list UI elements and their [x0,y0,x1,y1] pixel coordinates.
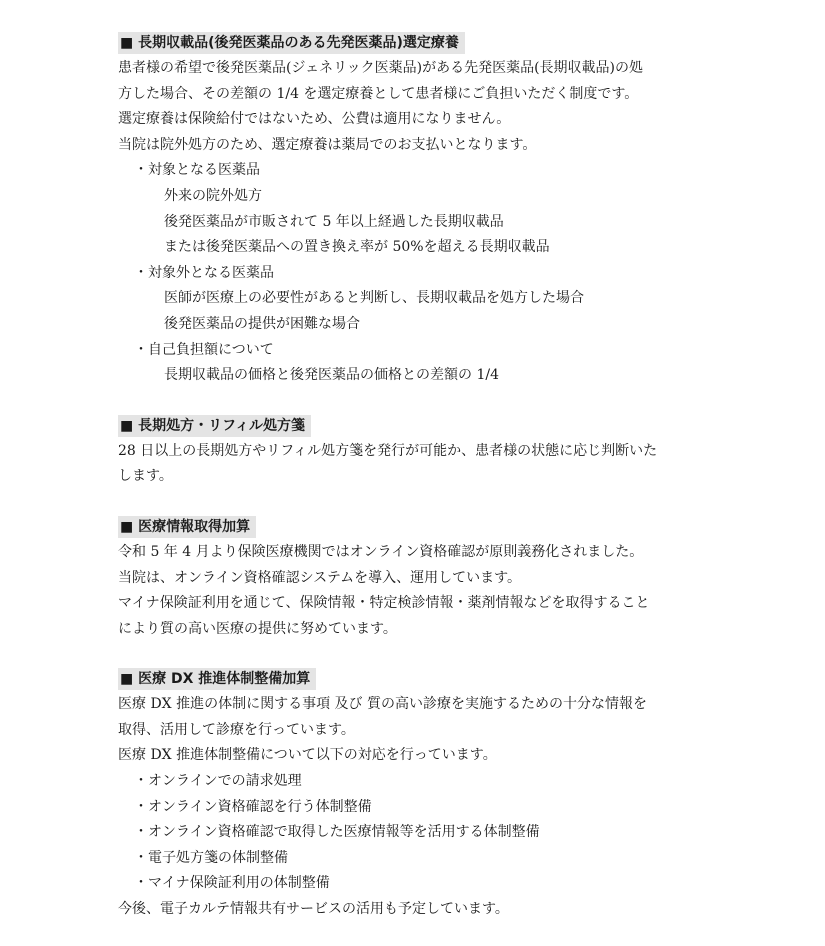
paragraph-line: 当院は、オンライン資格確認システムを導入、運用しています。 [118,569,522,586]
section-long-term-listed-drugs [118,30,718,389]
section-heading: ■ 医療 DX 推進体制整備加算 [118,668,316,690]
group-item: または後発医薬品への置き換え率が 50%を超える長期収載品 [164,239,550,256]
section-medical-info-acquisition [118,514,718,642]
document-page [118,30,718,923]
footer-note: 今後、電子カルテ情報共有サービスの活用も予定しています。 [118,901,509,918]
paragraph-line: 選定療養は保険給付ではないため、公費は適用になりません。 [118,111,511,128]
group-item: 長期収載品の価格と後発医薬品の価格との差額の 1/4 [164,367,499,384]
group-item: 外来の院外処方 [164,187,262,204]
section-heading: ■ 医療情報取得加算 [118,516,256,538]
group-title: ・対象となる医薬品 [134,162,260,179]
section-heading: ■ 長期処方・リフィル処方箋 [118,415,311,437]
group-title: ・対象外となる医薬品 [134,264,274,281]
paragraph-line: 28 日以上の長期処方やリフィル処方箋を発行が可能か、患者様の状態に応じ判断いた [118,442,658,459]
group-item: 後発医薬品が市販されて 5 年以上経過した長期収載品 [164,213,504,230]
bullet-item: ・オンライン資格確認で取得した医療情報等を活用する体制整備 [134,824,540,841]
paragraph-line: 令和 5 年 4 月より保険医療機関ではオンライン資格確認が原則義務化されました。 [118,543,644,560]
paragraph-line: 取得、活用して診療を行っています。 [118,721,355,738]
bullet-item: ・オンラインでの請求処理 [134,773,302,790]
paragraph-line: 当院は院外処方のため、選定療養は薬局でのお支払いとなります。 [118,136,537,153]
paragraph-line: 方した場合、その差額の 1/4 を選定療養として患者様にご負担いただく制度です。 [118,85,639,102]
bullet-item: ・電子処方箋の体制整備 [134,849,288,866]
group-title: ・自己負担額について [134,341,274,358]
paragraph-line: 患者様の希望で後発医薬品(ジェネリック医薬品)がある先発医薬品(長期収載品)の処 [118,60,644,76]
group-item: 後発医薬品の提供が困難な場合 [164,315,360,332]
section-medical-dx-promotion [118,666,718,922]
paragraph-line: します。 [118,468,173,485]
group-item: 医師が医療上の必要性があると判断し、長期収載品を処方した場合 [164,290,584,307]
section-long-term-refill-prescription [118,413,718,490]
bullet-item: ・オンライン資格確認を行う体制整備 [134,798,372,815]
bullet-item: ・マイナ保険証利用の体制整備 [134,875,330,892]
paragraph-line: マイナ保険証利用を通じて、保険情報・特定検診情報・薬剤情報などを取得すること [118,595,650,612]
paragraph-line: により質の高い医療の提供に努めています。 [118,620,397,637]
section-heading: ■ 長期収載品(後発医薬品のある先発医薬品)選定療養 [118,32,465,54]
paragraph-line: 医療 DX 推進の体制に関する事項 及び 質の高い診療を実施するための十分な情報を [118,696,647,713]
paragraph-line: 医療 DX 推進体制整備について以下の対応を行っています。 [118,747,497,764]
